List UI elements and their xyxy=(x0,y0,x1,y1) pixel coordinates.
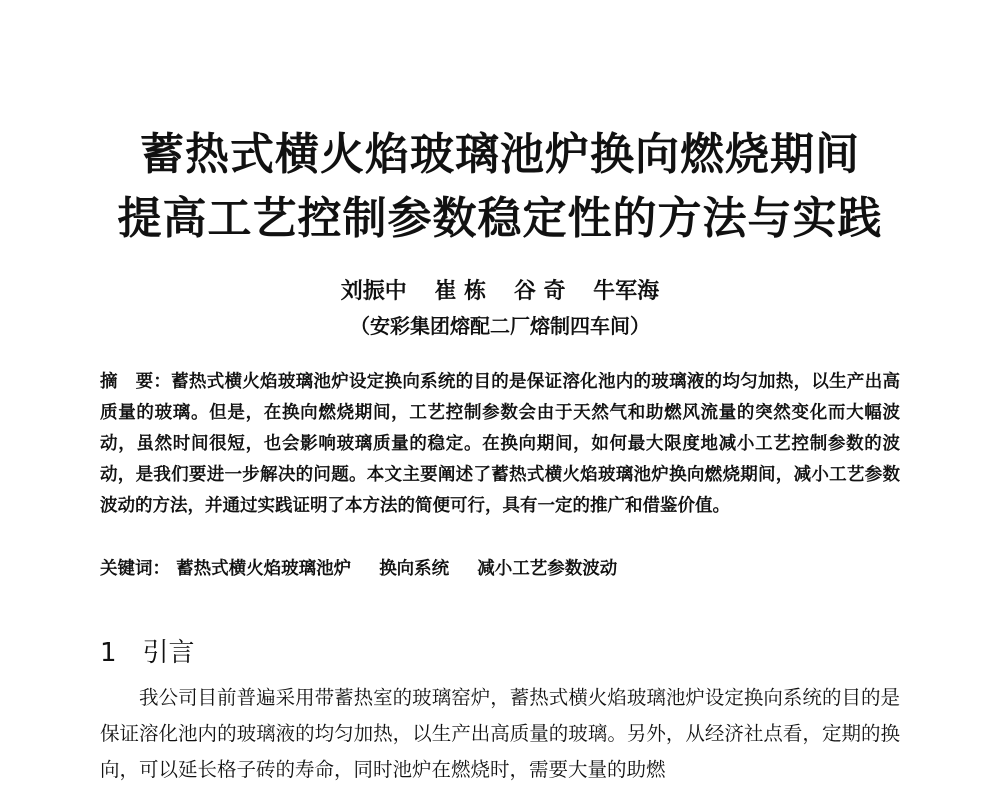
author-affiliation: （安彩集团熔配二厂熔制四车间） xyxy=(350,314,650,338)
keywords-label: 关键词： xyxy=(100,559,170,579)
section-heading xyxy=(100,632,195,669)
abstract xyxy=(100,367,900,522)
keywords xyxy=(100,555,900,580)
abstract-text: 蓄热式横火焰玻璃池炉设定换向系统的目的是保证溶化池内的玻璃液的均匀加热，以生产出高质量的玻璃。但是，在换向燃烧期间，工艺控制参数会由于天然气和助燃风流量的突然变化而大幅波动，虽然时间很短，也会影响玻璃质量的稳定。在换向期间，如何最大限度地减小工艺控制参数的波动，是我们要进一步解决的问题。本文主要阐述了蓄热式横火焰玻璃池炉换向燃烧期间，减小工艺参数波动的方法，并通过实践证明了本方法的简便可行，具有一定的推广和借鉴价值。 xyxy=(100,372,901,516)
author-name: 牛军海 xyxy=(593,278,660,304)
body-paragraph: 我公司目前普遍采用带蓄热室的玻璃窑炉，蓄热式横火焰玻璃池炉设定换向系统的目的是保证溶化池内的玻璃液的均匀加热，以生产出高质量的玻璃。另外，从经济社点看，定期的换向，可以延长格子砖的寿命，同时池炉在燃烧时，需要大量的助燃 xyxy=(100,686,900,781)
author-name: 刘振中 xyxy=(340,278,407,304)
section-number: 1 xyxy=(100,638,117,668)
author-name: 谷 奇 xyxy=(513,278,566,304)
paper-title-line-2: 提高工艺控制参数稳定性的方法与实践 xyxy=(117,193,883,244)
keyword: 蓄热式横火焰玻璃池炉 xyxy=(176,559,352,579)
paper-title-line-1: 蓄热式横火焰玻璃池炉换向燃烧期间 xyxy=(140,129,860,180)
keyword: 减小工艺参数波动 xyxy=(477,559,618,579)
author-list xyxy=(0,274,1000,305)
author-name: 崔 栋 xyxy=(434,278,487,304)
section-title: 引言 xyxy=(142,638,195,668)
abstract-label: 摘 要： xyxy=(100,372,172,392)
keyword: 换向系统 xyxy=(379,559,450,579)
